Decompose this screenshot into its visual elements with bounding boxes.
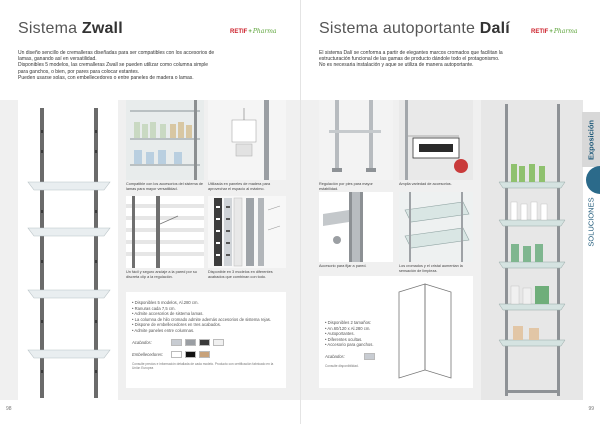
trims-row: Embellecedores: — [132, 351, 280, 358]
caption-feet: Regulación por pies para mayor estabilidad. — [319, 182, 373, 191]
accessories-photo — [399, 100, 473, 180]
specs-box — [319, 276, 473, 388]
finish-swatch-black — [199, 339, 210, 346]
finish-swatch-chrome — [364, 353, 375, 360]
trim-swatch-wood — [199, 351, 210, 358]
specs-list: • Disponibles 2 tamaños: • An.60/120 x Al.280 cm. • Autoportantes. • Diferentes ocultas. • Accesorio para ganchos. — [325, 320, 467, 348]
finish-swatch-silver — [171, 339, 182, 346]
finishes-row: Acabados: — [132, 339, 280, 346]
finishes-row: Acabados: — [325, 353, 467, 360]
finish-swatch-grey — [185, 339, 196, 346]
tab-title-light: SOLUCIONES — [586, 197, 596, 247]
three-models-photo — [208, 196, 286, 268]
dali-unit-photo — [481, 100, 583, 400]
finish-swatch-white — [213, 339, 224, 346]
wall-fixing-photo — [319, 192, 393, 262]
page-number: 99 — [588, 406, 594, 412]
page-number: 98 — [6, 406, 12, 412]
content-band — [0, 100, 300, 400]
zwall-shelving-photo — [18, 100, 118, 400]
intro-text: El sistema Dalí se conforma a partir de elegantes marcos cromados que facilitan la estructuración funcional de las gamas de producto dándole todo el protagonismo. No es necesaria instalación y aque se utiliza de manera autoportante. — [319, 50, 503, 69]
intro-text: Un diseño sencillo de cremalleras diseñadas para ser compatibles con los accesorios de lamas, ganando así en versatilidad. Disponibles 5 modelos, las cremalleras Zwall se pueden utilizar como columna simple para ganchos, o bien, por pares para colocar estantes. Pueden usarse solas, con embellecedores o entre paneles de madera o lamas. — [18, 50, 215, 81]
tab-title-bold: Exposición — [586, 119, 596, 161]
frame-outline-drawing — [391, 282, 461, 382]
caption-compatible: Compatible con los accesorios del sistema de lamas para mayor versatilidad. — [126, 182, 204, 191]
specs-list: • Disponibles 5 modelos, Al.280 cm. • Ranuras cada 7,5 cm. • Admite accesorios de sistema lamas. • La columna de hilo cromado admite además accesorios de sistema rejas. • Dispone de embellecedores en tres acabados. • Admite paneles entre columnas. — [132, 300, 280, 334]
right-page — [300, 0, 600, 424]
pharmacy-shelves-photo — [126, 100, 204, 180]
caption-wood-panel: Utilizada en paneles de madera para aprovechar el espacio al máximo. — [208, 182, 271, 191]
caption-wall: Accesorio para fijar a pared. — [319, 264, 367, 268]
glass-shelves-photo — [399, 192, 473, 262]
page-title: Sistema autoportante Dalí — [319, 20, 510, 37]
feet-regulation-photo — [319, 100, 393, 180]
specs-box — [126, 292, 286, 388]
page-title: Sistema Zwall — [18, 20, 123, 37]
retif-pharma-logo: RETIF+Pharma — [230, 28, 277, 35]
caption-glass: Los cromados y el cristal aumentan la sensación de limpieza. — [399, 264, 463, 273]
caption-accessories: Amplia variedad de accesorios. — [399, 182, 452, 186]
caption-models: Disponible en 3 modelos en diferentes acabados que combinan con todo. — [208, 270, 273, 279]
spec-note: Consulte disponibilidad. — [325, 363, 359, 368]
slatwall-photo — [126, 196, 204, 268]
trim-swatch-white — [171, 351, 182, 358]
section-tab — [582, 112, 600, 272]
spec-note: Consulte precios e información detallada de cada modelo. Producto con certificación fabricado en la Unión Europea — [132, 361, 274, 370]
caption-anchoring: Un fácil y seguro anclaje a la pared por su discreta clip a la regulación. — [126, 270, 197, 279]
retif-pharma-logo: RETIF+Pharma — [531, 28, 578, 35]
content-band — [301, 100, 583, 400]
wood-panel-photo — [208, 100, 286, 180]
trim-swatch-black — [185, 351, 196, 358]
